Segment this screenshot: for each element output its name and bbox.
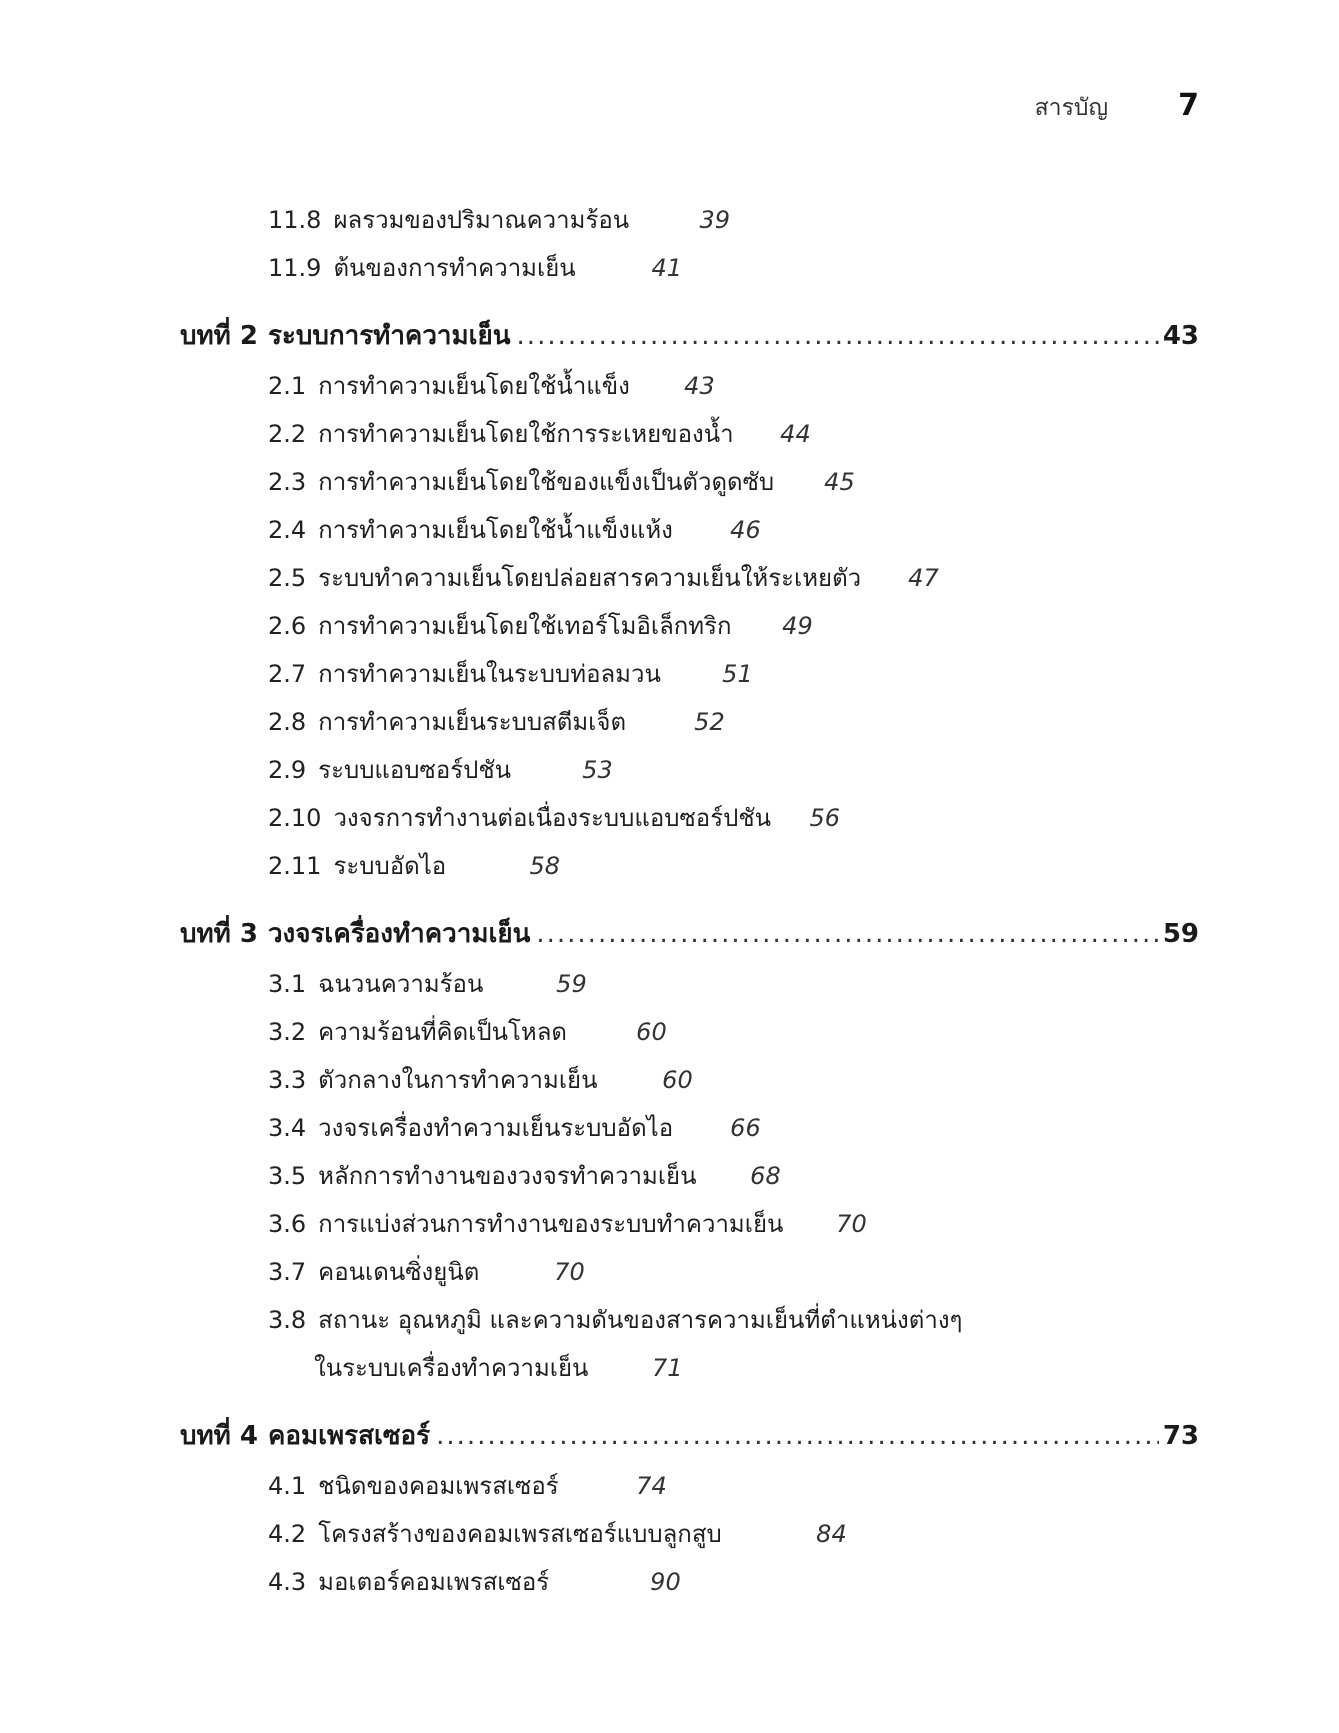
entry-number: 3.2: [268, 1018, 307, 1046]
entry-title: วงจรเครื่องทำความเย็นระบบอัดไอ: [318, 1114, 674, 1142]
entry-title-continuation: ในระบบเครื่องทำความเย็น: [314, 1354, 589, 1382]
entry-page: 70: [836, 1210, 867, 1238]
entry-page: 66: [730, 1114, 761, 1142]
entry-title: ฉนวนความร้อน: [318, 970, 484, 998]
entry-number: 2.6: [268, 612, 307, 640]
toc-entry-continuation: [180, 1344, 1199, 1392]
toc-entry: [180, 554, 1199, 602]
chapter-page: 43: [1162, 321, 1199, 351]
entry-number: 2.4: [268, 516, 307, 544]
entry-title: คอนเดนซิ่งยูนิต: [318, 1258, 480, 1286]
entry-page: 52: [694, 708, 725, 736]
entry-page: 56: [809, 804, 840, 832]
entry-page: 90: [650, 1568, 681, 1596]
entry-title: การทำความเย็นโดยใช้เทอร์โมอิเล็กทริก: [318, 612, 732, 640]
toc-entry: [180, 794, 1199, 842]
entry-page: 49: [782, 612, 813, 640]
toc-entry: [180, 1462, 1199, 1510]
chapter-heading-4: [180, 1410, 1199, 1462]
entry-title: การทำความเย็นโดยใช้ของแข็งเป็นตัวดูดซับ: [318, 468, 775, 496]
entry-number: 4.2: [268, 1520, 307, 1548]
entry-title: การทำความเย็นโดยใช้น้ำแข็งแห้ง: [318, 516, 673, 544]
chapter-heading-3: [180, 908, 1199, 960]
toc-entry: [180, 698, 1199, 746]
entry-title: หลักการทำงานของวงจรทำความเย็น: [318, 1162, 697, 1190]
entry-page: 59: [556, 970, 587, 998]
entry-number: 3.4: [268, 1114, 307, 1142]
entry-number: 11.9: [268, 254, 322, 282]
entry-title: การทำความเย็นโดยใช้น้ำแข็ง: [318, 372, 630, 400]
entry-page: 45: [824, 468, 855, 496]
entry-page: 74: [636, 1472, 667, 1500]
entry-page: 71: [652, 1354, 683, 1382]
entry-number: 3.5: [268, 1162, 307, 1190]
entry-page: 44: [780, 420, 811, 448]
chapter-title: ระบบการทำความเย็น: [267, 321, 511, 351]
page-number: 7: [1178, 88, 1199, 123]
chapter-label: บทที่ 2: [180, 321, 258, 351]
entry-number: 3.1: [268, 970, 307, 998]
entry-title: มอเตอร์คอมเพรสเซอร์: [318, 1568, 550, 1596]
toc-entry: [180, 602, 1199, 650]
entry-page: 58: [529, 852, 560, 880]
entry-page: 43: [684, 372, 715, 400]
entry-number: 4.3: [268, 1568, 307, 1596]
entry-page: 68: [750, 1162, 781, 1190]
dot-leader: [436, 1410, 1159, 1462]
chapter-heading-2: [180, 310, 1199, 362]
entry-page: 84: [816, 1520, 847, 1548]
toc-entry: [180, 746, 1199, 794]
entry-page: 70: [554, 1258, 585, 1286]
entry-page: 46: [730, 516, 761, 544]
entry-title: ตัวกลางในการทำความเย็น: [318, 1066, 598, 1094]
entry-number: 2.10: [268, 804, 322, 832]
dot-leader: [536, 908, 1158, 960]
toc-entry: [180, 960, 1199, 1008]
entry-page: 60: [662, 1066, 693, 1094]
entry-number: 2.1: [268, 372, 307, 400]
entry-title: วงจรการทำงานต่อเนื่องระบบแอบซอร์ปชัน: [333, 804, 772, 832]
toc-entry: [180, 1248, 1199, 1296]
entry-number: 2.9: [268, 756, 307, 784]
entry-title: การแบ่งส่วนการทำงานของระบบทำความเย็น: [318, 1210, 784, 1238]
entry-title: การทำความเย็นระบบสตีมเจ็ต: [318, 708, 627, 736]
entry-number: 4.1: [268, 1472, 307, 1500]
toc-entry: [180, 244, 1199, 292]
chapter-label: บทที่ 4: [180, 1421, 258, 1451]
entry-page: 51: [722, 660, 753, 688]
entry-title: การทำความเย็นในระบบท่อลมวน: [318, 660, 661, 688]
entry-title: สถานะ อุณหภูมิ และความดันของสารความเย็นที่ตำแหน่งต่างๆ: [318, 1306, 963, 1334]
entry-number: 3.3: [268, 1066, 307, 1094]
toc-entry: [180, 362, 1199, 410]
entry-title: การทำความเย็นโดยใช้การระเหยของน้ำ: [318, 420, 734, 448]
running-head: [1035, 88, 1199, 126]
entry-number: 2.8: [268, 708, 307, 736]
entry-number: 2.7: [268, 660, 307, 688]
entry-number: 3.7: [268, 1258, 307, 1286]
entry-page: 60: [636, 1018, 667, 1046]
entry-page: 47: [908, 564, 939, 592]
toc-entry: [180, 506, 1199, 554]
entry-title: ระบบแอบซอร์ปชัน: [318, 756, 512, 784]
toc-entry: [180, 650, 1199, 698]
toc-entry: [180, 1056, 1199, 1104]
entry-number: 2.11: [268, 852, 322, 880]
entry-page: 41: [651, 254, 682, 282]
entry-number: 11.8: [268, 206, 322, 234]
entry-title: ต้นของการทำความเย็น: [333, 254, 576, 282]
chapter-title: วงจรเครื่องทำความเย็น: [267, 919, 531, 949]
running-head-title: สารบัญ: [1034, 95, 1109, 121]
entry-title: ผลรวมของปริมาณความร้อน: [333, 206, 630, 234]
chapter-page: 59: [1162, 919, 1199, 949]
entry-title: ระบบอัดไอ: [333, 852, 447, 880]
toc-entry: [180, 410, 1199, 458]
entry-number: 2.2: [268, 420, 307, 448]
chapter-page: 73: [1162, 1421, 1199, 1451]
entry-page: 39: [699, 206, 730, 234]
chapter-title: คอมเพรสเซอร์: [267, 1421, 431, 1451]
dot-leader: [517, 310, 1159, 362]
entry-number: 2.5: [268, 564, 307, 592]
toc-entry: [180, 1558, 1199, 1606]
entry-title: ความร้อนที่คิดเป็นโหลด: [318, 1018, 568, 1046]
toc-entry: [180, 842, 1199, 890]
entry-title: ระบบทำความเย็นโดยปล่อยสารความเย็นให้ระเหยตัว: [318, 564, 862, 592]
entry-number: 3.6: [268, 1210, 307, 1238]
toc-entry: [180, 1008, 1199, 1056]
entry-page: 53: [582, 756, 613, 784]
chapter-label: บทที่ 3: [180, 919, 258, 949]
entry-number: 2.3: [268, 468, 307, 496]
toc-entry: [180, 1152, 1199, 1200]
toc-entry: [180, 1104, 1199, 1152]
table-of-contents: [180, 196, 1199, 1606]
entry-number: 3.8: [268, 1306, 307, 1334]
entry-title: โครงสร้างของคอมเพรสเซอร์แบบลูกสูบ: [318, 1520, 722, 1548]
toc-entry: [180, 1296, 1199, 1344]
toc-entry: [180, 458, 1199, 506]
toc-entry: [180, 1510, 1199, 1558]
toc-entry: [180, 196, 1199, 244]
toc-entry: [180, 1200, 1199, 1248]
entry-title: ชนิดของคอมเพรสเซอร์: [318, 1472, 559, 1500]
